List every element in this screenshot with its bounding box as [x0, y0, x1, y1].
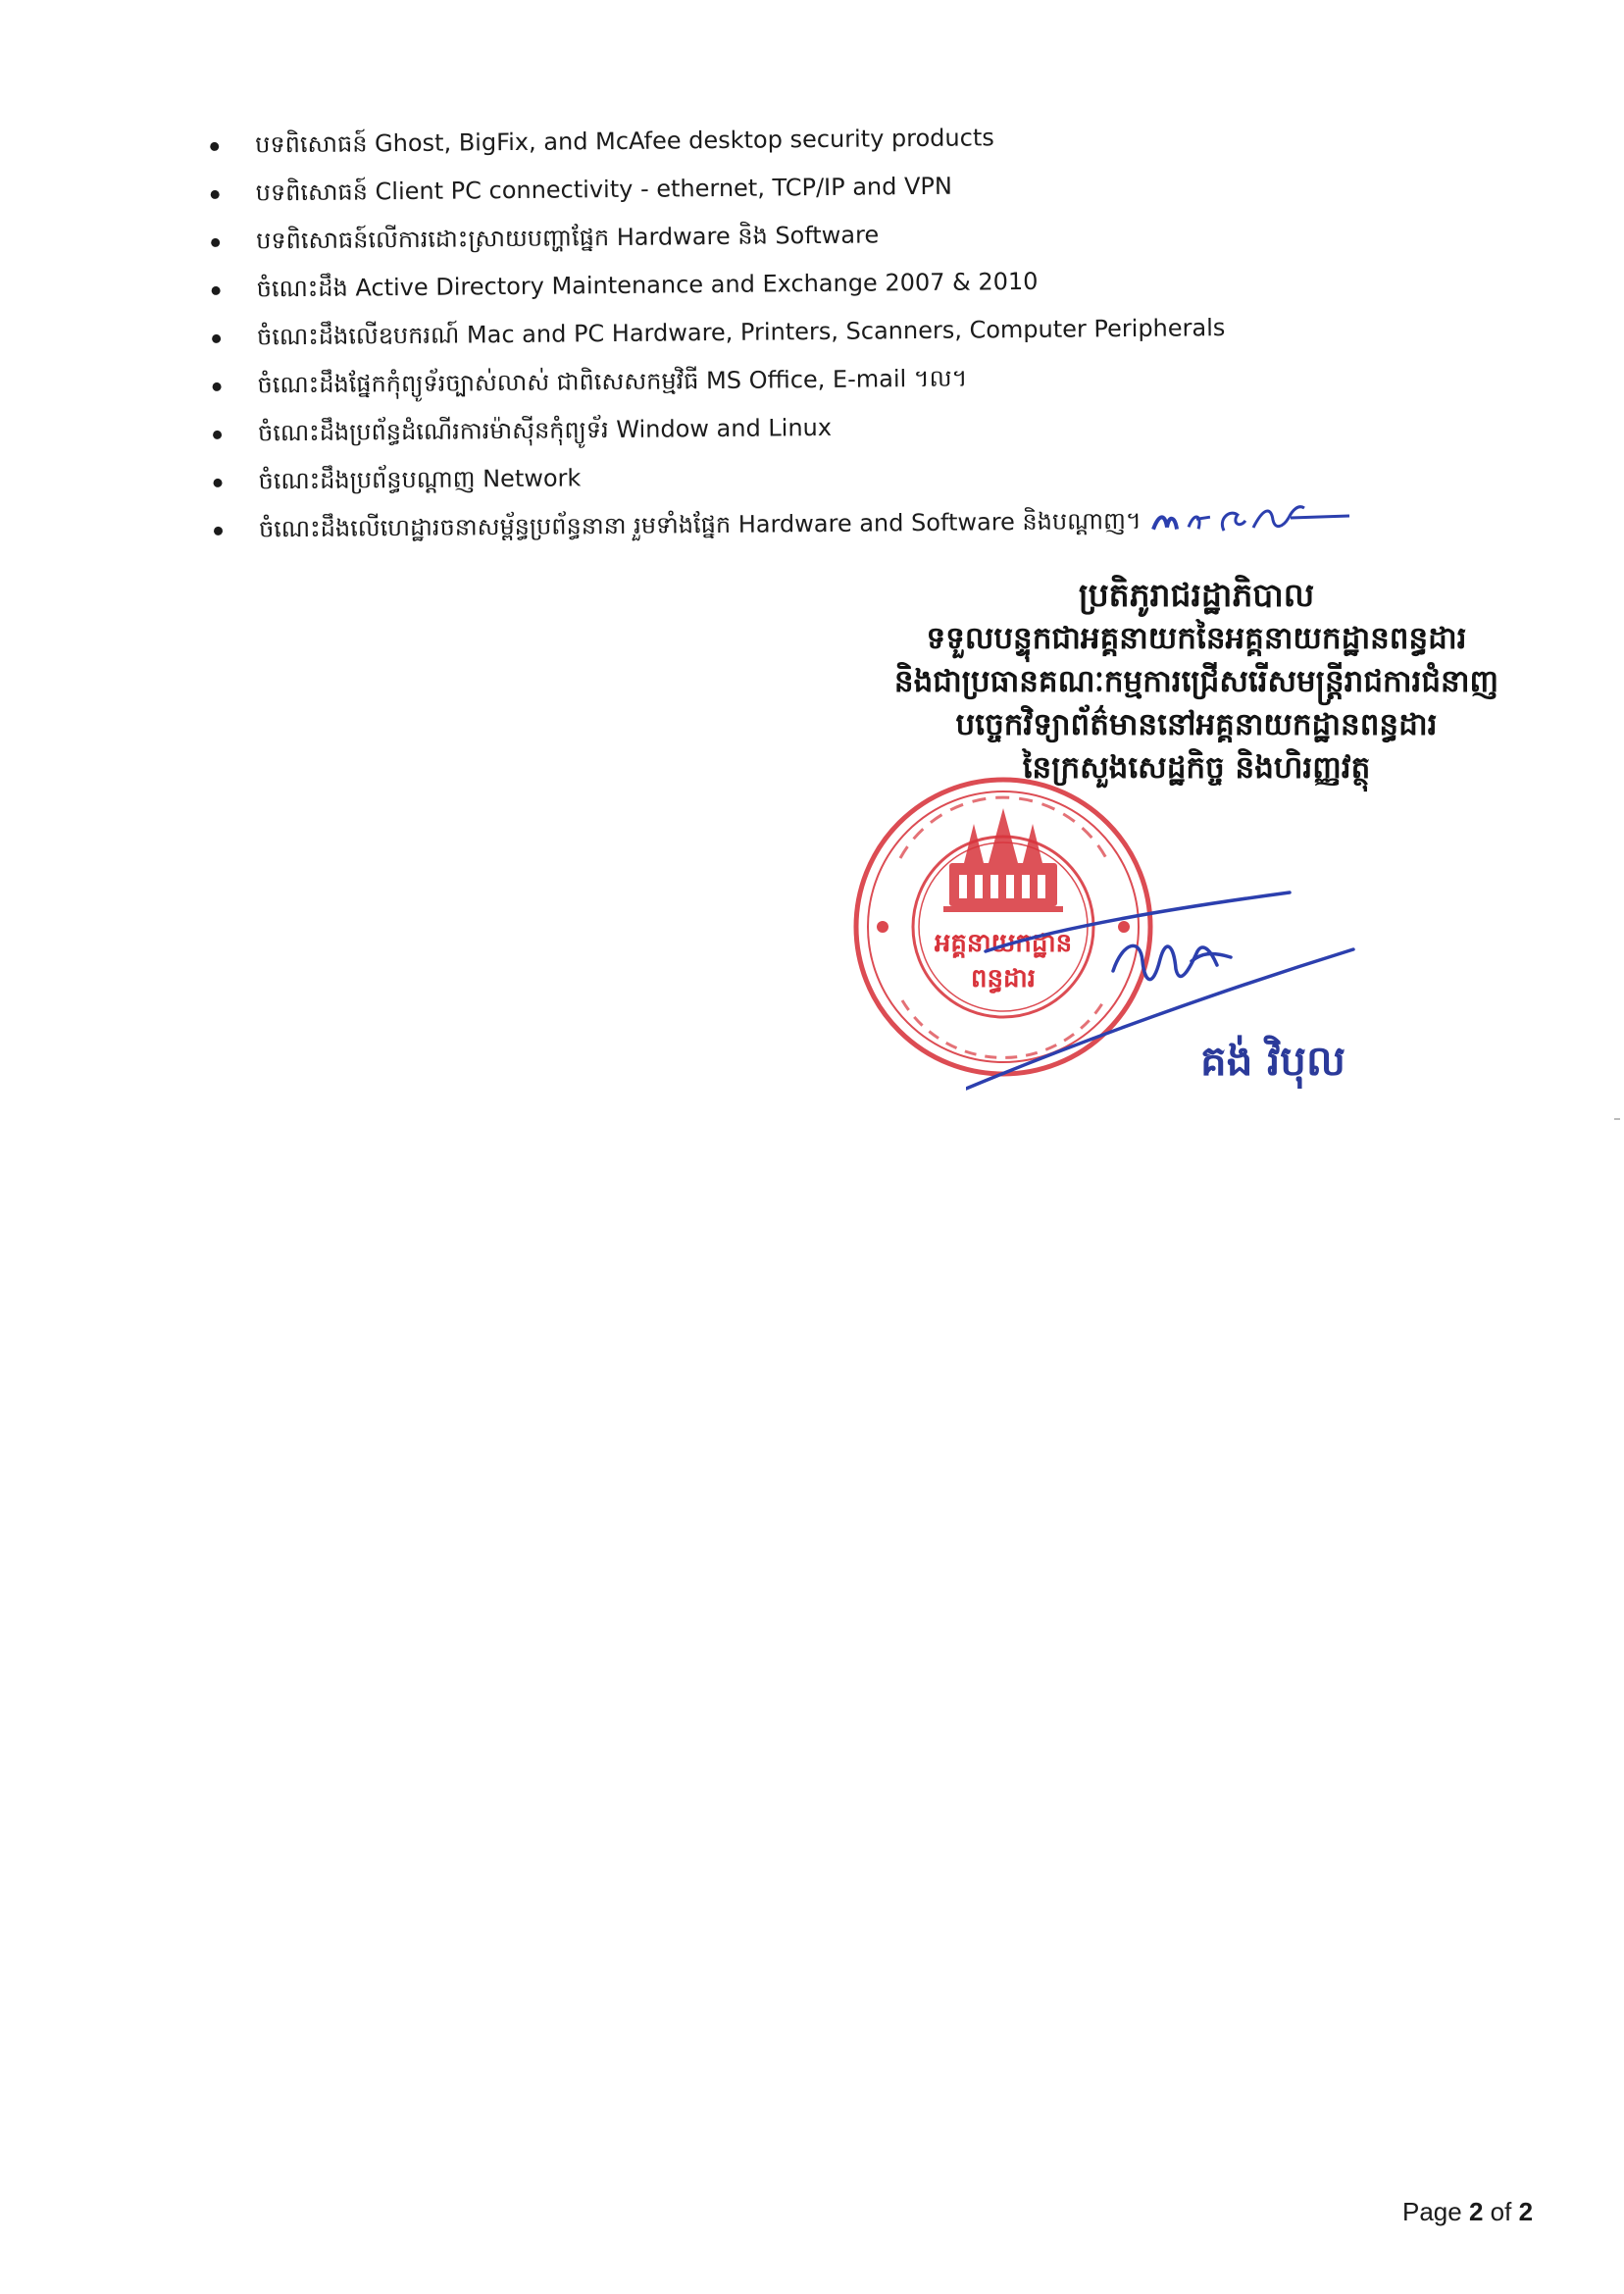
page-separator: of [1483, 2197, 1519, 2226]
scan-edge-mark [1614, 1118, 1620, 1120]
initial-mark-icon [1234, 498, 1351, 537]
bullet-icon [213, 431, 222, 439]
page-prefix: Page [1402, 2197, 1469, 2226]
page-current: 2 [1468, 2197, 1484, 2226]
signature-block [843, 574, 1549, 790]
list-item-text: បទពិសោធន៍ Ghost, BigFix, and McAfee desktop security products [255, 124, 994, 159]
page-number [1402, 2197, 1549, 2227]
bullet-icon [213, 479, 222, 487]
bullet-icon [213, 382, 222, 391]
list-item-text: ចំណេះដឹងផ្នែកកុំព្យូទ័រច្បាស់លាស់ ជាពិសេសកម្មវិធី MS Office, E-mail ។ល។ [257, 364, 968, 399]
list-item [210, 494, 1387, 554]
list-item-text: ចំណេះដឹងលើហេដ្ឋារចនាសម្ព័ន្ធប្រព័ន្ធនានា រួមទាំងផ្នែក Hardware and Software និងបណ្ដាញ។ [258, 506, 1142, 543]
list-item-text: ចំណេះដឹងលើឧបករណ៍ Mac and PC Hardware, Printers, Scanners, Computer Peripherals [256, 314, 1226, 351]
bullet-icon [210, 142, 219, 151]
list-item-text: ចំណេះដឹងប្រព័ន្ធបណ្ដាញ Network [258, 464, 582, 495]
stamp-center-text-2: ពន្ធដារ [970, 964, 1037, 994]
list-item-text: បទពិសោធន៍ Client PC connectivity - ethernet, TCP/IP and VPN [255, 172, 953, 207]
list-item-text: ចំណេះដឹងប្រព័ន្ធដំណើរការម៉ាស៊ីនកុំព្យូទ័រ Window and Linux [257, 413, 833, 447]
bullet-icon [211, 238, 220, 247]
bullet-icon [212, 334, 221, 343]
signatory-position: ទទួលបន្ទុកជាអគ្គនាយកនៃអគ្គនាយកដ្ឋានពន្ធដារ [926, 621, 1467, 656]
signatory-title: ប្រតិភូរាជរដ្ឋាភិបាល [1078, 576, 1315, 614]
requirements-list [206, 110, 1387, 553]
signatory-ministry: នៃក្រសួងសេដ្ឋកិច្ច និងហិរញ្ញវត្ថុ [1022, 750, 1371, 786]
list-item-text: បទពិសោធន៍លើការដោះស្រាយបញ្ហាផ្នែក Hardware និង Software [256, 221, 880, 255]
stamp-center-text-1: អគ្គនាយកដ្ឋាន [934, 929, 1073, 958]
signatory-committee: បច្ចេកវិទ្យាព័ត៌មាននៅអគ្គនាយកដ្ឋានពន្ធដារ [955, 707, 1438, 742]
bullet-icon [212, 286, 221, 295]
signer-name: គង់ វិបុល [1200, 1037, 1345, 1085]
bullet-icon [211, 190, 220, 199]
list-item-text: ចំណេះដឹង Active Directory Maintenance and Exchange 2007 & 2010 [256, 267, 1039, 303]
page-total: 2 [1518, 2197, 1534, 2226]
signatory-role: និងជាប្រធានគណៈកម្មការជ្រើសរើសមន្ត្រីរាជការជំនាញ [893, 664, 1499, 699]
bullet-icon [214, 527, 223, 535]
